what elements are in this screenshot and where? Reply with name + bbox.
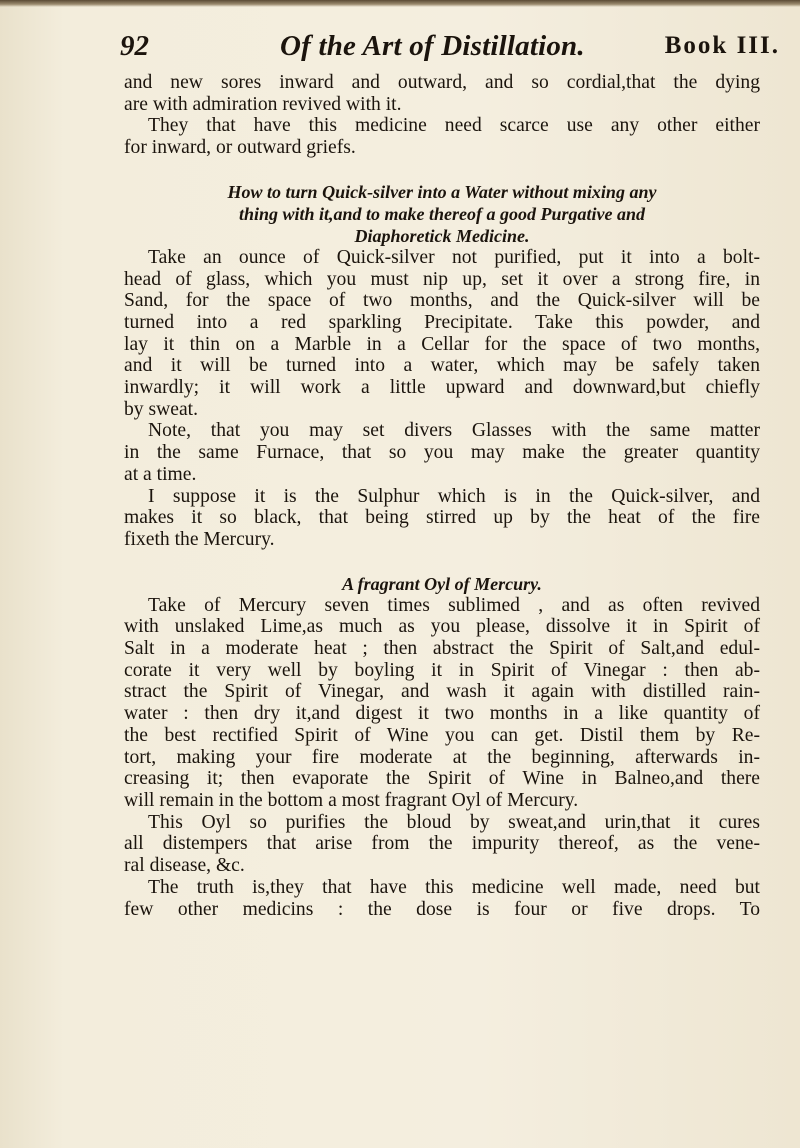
paragraph-first-line: I suppose it is the Sulphur which is in the Quick-silver, and <box>148 485 760 507</box>
paragraph-gap <box>124 159 760 181</box>
text-line: stract the Spirit of Vinegar, and wash it again with distilled rain- <box>124 681 760 703</box>
text-line: Salt in a moderate heat ; then abstract the Spirit of Salt,and edul- <box>124 638 760 660</box>
text-line: turned into a red sparkling Precipitate. Take this powder, and <box>124 311 760 333</box>
text-line: fixeth the Mercury. <box>124 528 275 550</box>
text-line: will remain in the bottom a most fragrant Oyl of Mercury. <box>124 789 579 811</box>
text-line: water : then dry it,and digest it two months in a like quantity of <box>124 703 760 725</box>
page-number: 92 <box>120 30 149 62</box>
section-heading: How to turn Quick-silver into a Water without mixing any <box>227 181 657 202</box>
section-heading: Diaphoretick Medicine. <box>354 225 530 246</box>
running-header <box>120 30 780 70</box>
text-line: inwardly; it will work a little upward and downward,but chiefly <box>124 377 760 399</box>
text-line: at a time. <box>124 463 197 485</box>
text-line: corate it very well by boyling it in Spirit of Vinegar : then ab- <box>124 659 760 681</box>
page-text <box>124 72 760 920</box>
paragraph-first-line: They that have this medicine need scarce use any other either <box>148 115 760 137</box>
text-line: for inward, or outward griefs. <box>124 137 356 159</box>
text-line: makes it so black, that being stirred up by the heat of the fire <box>124 507 760 529</box>
text-line: few other medicins : the dose is four or five drops. To <box>124 898 760 920</box>
text-line: and it will be turned into a water, which may be safely taken <box>124 355 760 377</box>
text-line: with unslaked Lime,as much as you please, dissolve it in Spirit of <box>124 616 760 638</box>
paragraph-first-line: This Oyl so purifies the bloud by sweat,and urin,that it cures <box>148 811 760 833</box>
paragraph-first-line: Take an ounce of Quick-silver not purified, put it into a bolt- <box>148 246 760 268</box>
text-line: are with admiration revived with it. <box>124 93 402 115</box>
text-line: the best rectified Spirit of Wine you can get. Distil them by Re- <box>124 724 760 746</box>
text-line: Sand, for the space of two months, and the Quick-silver will be <box>124 290 760 312</box>
text-line: head of glass, which you must nip up, set it over a strong fire, in <box>124 268 760 290</box>
text-line: lay it thin on a Marble in a Cellar for the space of two months, <box>124 333 760 355</box>
page-top-edge <box>0 0 800 7</box>
paragraph-gap <box>124 551 760 573</box>
text-line: all distempers that arise from the impurity thereof, as the vene- <box>124 833 760 855</box>
text-line: ral disease, &c. <box>124 855 245 877</box>
text-line: and new sores inward and outward, and so cordial,that the dying <box>124 72 760 93</box>
paragraph-first-line: The truth is,they that have this medicine well made, need but <box>148 876 760 898</box>
text-line: by sweat. <box>124 398 199 420</box>
running-title: Of the Art of Distillation. <box>280 30 585 62</box>
section-heading: A fragrant Oyl of Mercury. <box>342 573 542 594</box>
text-line: tort, making your fire moderate at the beginning, afterwards in- <box>124 746 760 768</box>
book-label: Book III. <box>664 32 780 59</box>
text-line: in the same Furnace, that so you may make the greater quantity <box>124 442 760 464</box>
text-line: creasing it; then evaporate the Spirit of Wine in Balneo,and there <box>124 768 760 790</box>
paragraph-first-line: Take of Mercury seven times sublimed , and as often revived <box>148 594 760 616</box>
paragraph-first-line: Note, that you may set divers Glasses with the same matter <box>148 420 760 442</box>
section-heading: thing with it,and to make thereof a good Purgative and <box>238 203 646 224</box>
